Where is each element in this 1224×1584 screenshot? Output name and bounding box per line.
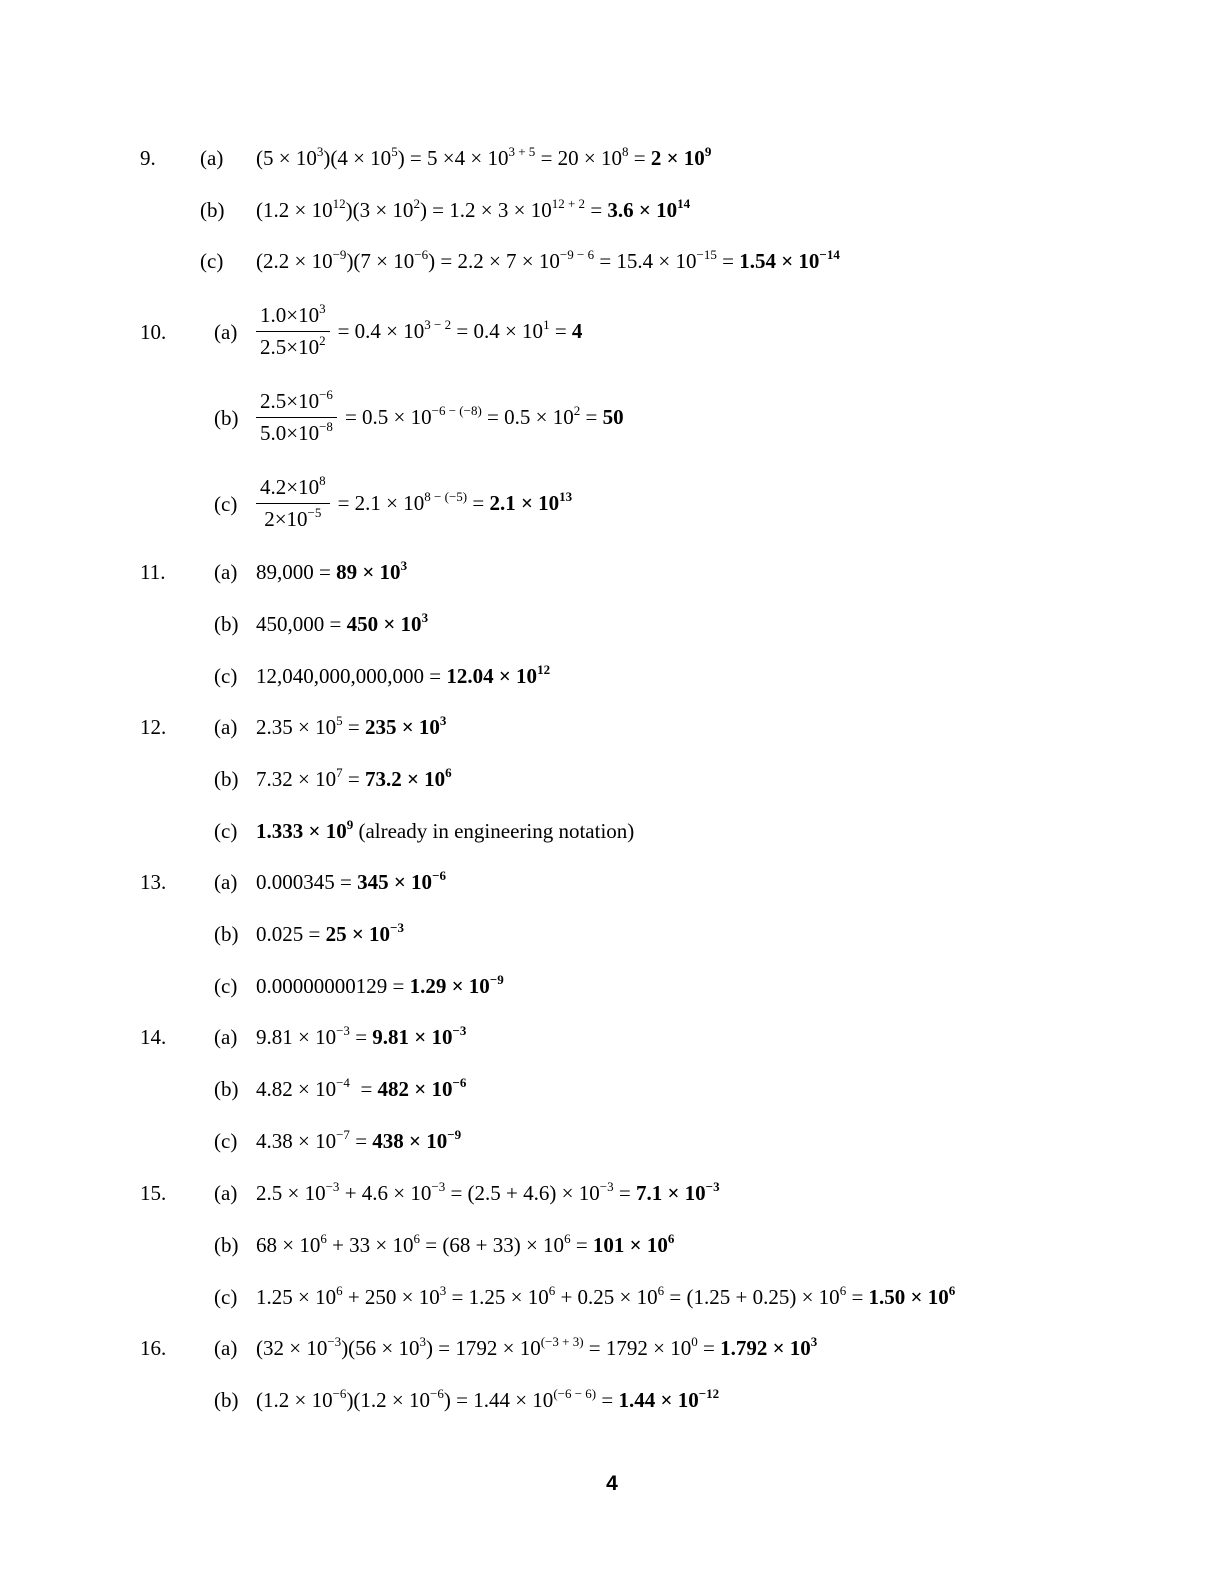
problem-14b-solution: $4.82 \times 10^{-4} = 482 \times 10^{-6}$ — [256, 1075, 467, 1101]
part-label: (c) — [214, 819, 238, 843]
answer: 101 × 10 — [592, 1233, 668, 1257]
part-label: (c) — [214, 664, 238, 688]
answer: 89 × 10 — [336, 560, 401, 584]
part-label: (a) — [200, 146, 224, 170]
part-label: (b) — [214, 406, 239, 430]
problem-14c-solution: $4.38 \times 10^{-7} = 438 \times 10^{-9}$ — [256, 1127, 462, 1153]
part-label: (b) — [200, 198, 225, 222]
part-label: (b) — [214, 1233, 239, 1257]
answer: 1.54 × 10 — [739, 249, 820, 273]
problem-16b-solution: $(1.2 \times 10^{-6})(1.2 \times 10^{-6}) = 1.44 \times 10^{(-6 - 6)} = 1.44 \times 10^{-12}$ — [256, 1386, 720, 1412]
problem-13c-solution: $0.00000000129 = 1.29 \times 10^{-9}$ — [256, 972, 504, 998]
part-label: (a) — [214, 870, 238, 894]
problem-16a-solution: $(32 \times 10^{-3})(56 \times 10^3) = 1792 \times 10^{(-3 + 3)} = 1792 \times 10^0 = 1.792 \times 10^3$ — [256, 1334, 818, 1360]
answer: 12.04 × 10 — [446, 664, 538, 688]
problem-9b-solution: $(1.2 \times 10^{12})(3 \times 10^2) = 1.2 \times 3 \times 10^{12 + 2} = 3.6 \times 10^{14}$ — [256, 196, 691, 222]
part-label: (a) — [214, 320, 238, 344]
part-label: (b) — [214, 767, 239, 791]
fraction: $\frac{1.0\times 10^3}{2.5\times 10^2}$ — [256, 303, 330, 360]
problem-11b-solution: $450,000 = 450 \times 10^3$ — [256, 610, 429, 636]
part-label: (a) — [214, 1336, 238, 1360]
problem-11a-solution: $89,000 = 89 \times 10^3$ — [256, 558, 408, 584]
problem-11c-solution: $12,040,000,000,000 = 12.04 \times 10^{12}$ — [256, 662, 551, 688]
problem-15a-solution: $2.5 \times 10^{-3} + 4.6 \times 10^{-3} = (2.5 + 4.6) \times 10^{-3} = 7.1 \times 10^{-3}$ — [256, 1179, 720, 1205]
answer: 4 — [571, 319, 583, 343]
fraction: $\frac{2.5\times 10^{-6}}{5.0\times 10^{-8}}$ — [256, 389, 337, 446]
part-label: (a) — [214, 1025, 238, 1049]
answer: 1.50 × 10 — [868, 1285, 949, 1309]
answer: 235 × 10 — [364, 715, 440, 739]
answer: 450 × 10 — [346, 612, 422, 636]
part-label: (b) — [214, 1077, 239, 1101]
problem-9a-solution: $(5 \times 10^3)(4 \times 10^5) = 5 \times 4 \times 10^{3 + 5} = 20 \times 10^8 = 2 \times 10^9$ — [256, 144, 712, 170]
problem-10b-solution: $\frac{2.5\times 10^{-6}}{5.0\times 10^{-8}}$ = $0.5 \times 10^{-6 - (-8)} = 0.5 \times 10^2 = 50$ — [256, 389, 624, 446]
problem-12a-solution: $2.35 \times 10^5 = 235 \times 10^3$ — [256, 713, 447, 739]
problem-number: 14. — [140, 1025, 167, 1049]
part-label: (b) — [214, 922, 239, 946]
part-label: (b) — [214, 1388, 239, 1412]
part-label: (c) — [214, 974, 238, 998]
problem-number: 11. — [140, 560, 166, 584]
problem-10a-solution: $\frac{1.0\times 10^3}{2.5\times 10^2}$ = $0.4 \times 10^{3 - 2} = 0.4 \times 10^1 = 4$ — [256, 303, 582, 360]
part-label: (c) — [214, 1129, 238, 1153]
answer: 1.29 × 10 — [409, 974, 490, 998]
part-label: (c) — [214, 1285, 238, 1309]
answer: 2 × 10 — [650, 146, 705, 170]
answer: 1.792 × 10 — [720, 1336, 811, 1360]
problem-15b-solution: $68 \times 10^6 + 33 \times 10^6 = (68 + 33) \times 10^6 = 101 \times 10^6$ — [256, 1231, 675, 1257]
answer: 9.81 × 10 — [372, 1025, 453, 1049]
problem-12c-solution: $1.333 \times 10^9$ (already in engineering notation) — [256, 817, 635, 843]
answer: 7.1 × 10 — [635, 1181, 706, 1205]
problem-13a-solution: $0.000345 = 345 \times 10^{-6}$ — [256, 868, 446, 894]
problem-9c-solution: $(2.2 \times 10^{-9})(7 \times 10^{-6}) = 2.2 \times 7 \times 10^{-9 - 6} = 15.4 \times 10^{-15} = 1.54 \times 10^{-14}$ — [256, 247, 840, 273]
answer: 345 × 10 — [357, 870, 433, 894]
problem-number: 16. — [140, 1336, 167, 1360]
problem-12b-solution: $7.32 \times 10^7 = 73.2 \times 10^6$ — [256, 765, 452, 791]
answer: 482 × 10 — [377, 1077, 453, 1101]
part-label: (b) — [214, 612, 239, 636]
problem-13b-solution: $0.025 = 25 \times 10^{-3}$ — [256, 920, 404, 946]
problem-number: 15. — [140, 1181, 167, 1205]
answer: 2.1 × 10 — [489, 491, 560, 515]
problem-number: 13. — [140, 870, 167, 894]
part-label: (a) — [214, 1181, 238, 1205]
problem-number: 10. — [140, 320, 167, 344]
answer: 1.44 × 10 — [618, 1388, 699, 1412]
answer: 50 — [602, 405, 624, 429]
problem-14a-solution: $9.81 \times 10^{-3} = 9.81 \times 10^{-3}$ — [256, 1023, 467, 1049]
problem-number: 12. — [140, 715, 167, 739]
part-label: (a) — [214, 560, 238, 584]
fraction: $\frac{4.2\times 10^8}{2\times 10^{-5}}$ — [256, 475, 330, 532]
answer: 73.2 × 10 — [364, 767, 446, 791]
part-label: (c) — [214, 492, 238, 516]
answer: 438 × 10 — [372, 1129, 448, 1153]
answer: 3.6 × 10 — [607, 198, 678, 222]
part-label: (c) — [200, 249, 224, 273]
answer: 1.333 × 10 — [256, 819, 347, 843]
problem-10c-solution: $\frac{4.2\times 10^8}{2\times 10^{-5}}$ = $2.1 \times 10^{8 - (-5)} = 2.1 \times 10^{13}$ — [256, 475, 572, 532]
problem-15c-solution: $1.25 \times 10^6 + 250 \times 10^3 = 1.25 \times 10^6 + 0.25 \times 10^6 = (1.25 + 0.25) \times 10^6 = 1.50 \times 10^6$ — [256, 1283, 956, 1309]
part-label: (a) — [214, 715, 238, 739]
page-number: 4 — [606, 1472, 618, 1495]
problem-number: 9. — [140, 146, 156, 170]
answer: 25 × 10 — [325, 922, 391, 946]
